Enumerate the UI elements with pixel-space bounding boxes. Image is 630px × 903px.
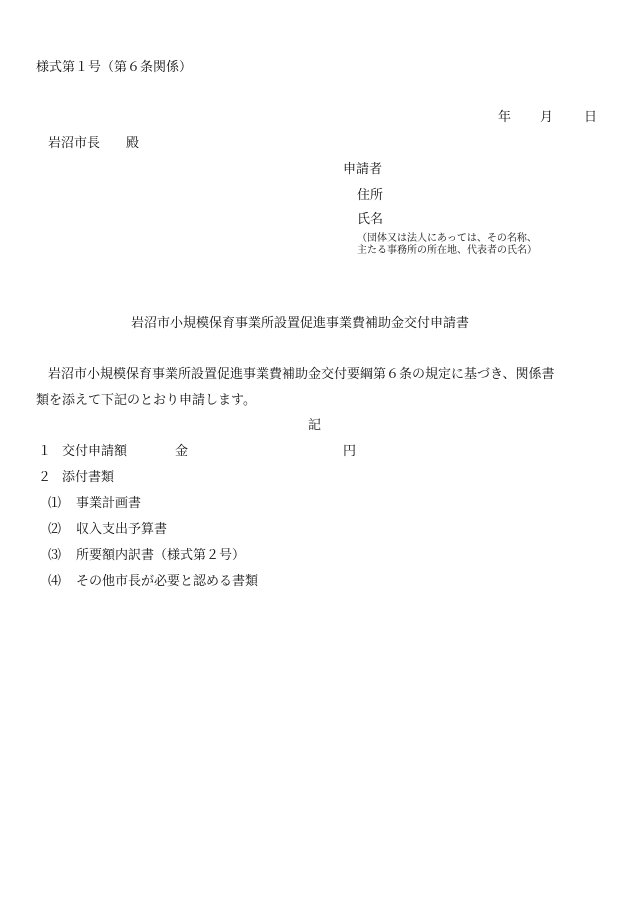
date-line xyxy=(498,111,598,125)
attachment-marker: ⑶ xyxy=(48,548,62,563)
applicant-heading: 申請者 xyxy=(343,162,383,177)
item-1-yen: 円 xyxy=(343,444,357,459)
attachment-text: その他市長が必要と認める書類 xyxy=(76,574,259,589)
applicant-address-label: 住所 xyxy=(357,188,384,203)
date-year: 年 xyxy=(498,110,512,125)
attachment-marker: ⑵ xyxy=(48,522,62,537)
attachment-marker: ⑴ xyxy=(48,496,62,511)
attachment-text: 事業計画書 xyxy=(76,496,142,511)
item-2-number: ２ xyxy=(38,470,52,485)
applicant-name-label: 氏名 xyxy=(357,212,384,227)
applicant-note-line1: （団体又は法人にあっては、その名称、 xyxy=(357,233,537,244)
body-line-1: 岩沼市小規模保育事業所設置促進事業費補助金交付要綱第６条の規定に基づき、関係書 xyxy=(48,367,555,382)
item-1-kin: 金 xyxy=(175,444,189,459)
item-1-number: １ xyxy=(38,444,52,459)
applicant-note-line2: 主たる事務所の所在地、代表者の氏名） xyxy=(357,245,537,256)
attachment-text: 収入支出予算書 xyxy=(76,522,168,537)
attachment-text: 所要額内訳書（様式第２号） xyxy=(76,548,246,563)
body-line-2: 類を添えて下記のとおり申請します。 xyxy=(36,393,256,408)
document-title: 岩沼市小規模保育事業所設置促進事業費補助金交付申請書 xyxy=(131,316,470,331)
date-month: 月 xyxy=(540,110,554,125)
addressee: 岩沼市長 殿 xyxy=(48,136,140,151)
item-1-label: 交付申請額 xyxy=(62,444,128,459)
attachment-marker: ⑷ xyxy=(48,574,62,589)
date-day: 日 xyxy=(584,110,598,125)
item-2-label: 添付書類 xyxy=(62,470,115,485)
ki-heading: 記 xyxy=(308,418,322,433)
form-number: 様式第１号（第６条関係） xyxy=(36,60,193,75)
